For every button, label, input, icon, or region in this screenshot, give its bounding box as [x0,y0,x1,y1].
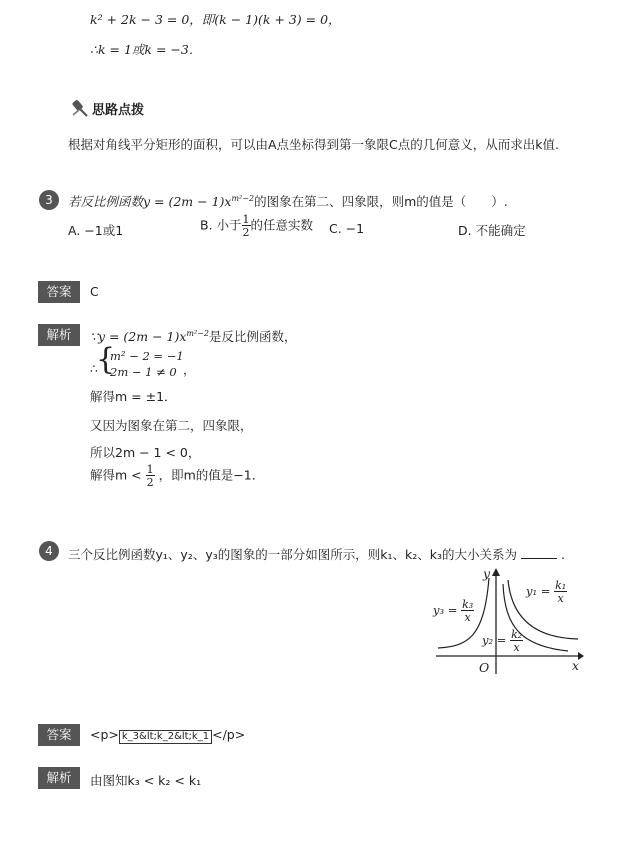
answer-value: <p> k_3&lt;k_2&lt;k_1 </p> [90,727,246,742]
system-eq-2: 2m − 1 ≠ 0 [110,365,177,379]
therefore-sign: ∴ [90,361,98,376]
x-axis-label: x [572,658,580,673]
hint-body: 根据对角线平分矩形的面积，可以由A点坐标得到第一象限C点的几何意义，从而求出k值. [68,137,559,152]
question-stem: 三个反比例函数y₁、y₂、y₃的图象的一部分如图所示，则k₁、k₂、k₃的大小关系为 . [68,547,565,562]
question-stem: 若反比例函数$y = (2m - 1)x^{m^2-2}$的图象在第二、四象限，则m的值是（ ）. [68,193,508,209]
analysis-text: 由图知k₃ < k₂ < k₁ [90,773,202,788]
option-d[interactable]: D. 不能确定 [458,223,526,238]
system-eq-1: m² − 2 = −1 [110,349,184,363]
answer-box: k_3&lt;k_2&lt;k_1 [119,730,212,744]
y2-label: y₂ = $\frac{\text{k₂}}{x}$ [482,628,523,654]
answer-value: C [90,284,99,299]
option-b[interactable]: B. 小于 $\frac{1}{2}$ 的任意实数 [200,213,314,239]
answer-blank[interactable] [521,547,557,559]
pin-icon [70,98,90,118]
y-axis-arrow [492,568,500,576]
analysis-line-3: 解得m = ±1． [90,389,177,404]
y-axis-label: y [483,566,491,581]
option-c[interactable]: C. −1 [329,221,365,236]
origin-label: O [479,660,490,675]
analysis-label: 解析 [38,767,80,789]
analysis-line-5: 所以2m − 1 < 0， [90,445,201,460]
hint-title: 思路点拨 [92,103,145,118]
y1-label: y₁ = $\frac{\text{k₁}}{x}$ [526,579,567,605]
y3-label: y₃ = $\frac{\text{k₃}}{x}$ [433,598,474,624]
answer-label: 答案 [38,281,80,303]
answer-label: 答案 [38,724,80,746]
result-line: ∴k = 1或k = −3． [90,42,202,57]
option-a[interactable]: A. −1或1 [68,223,124,238]
system-comma: ， [183,362,196,377]
analysis-line-1: ∵y = $(2m - 1)x^{m^2-2}$是反比例函数， [90,328,297,344]
analysis-line-4: 又因为图象在第二，四象限， [90,418,253,433]
system-brace: { [96,342,116,377]
question-number: 3 [39,190,59,210]
question-number: 4 [39,541,59,561]
analysis-line-6: 解得m < $\frac{1}{2}$ ，即m的值是−1． [90,463,265,489]
equation-line: k² + 2k − 3 = 0，即(k − 1)(k + 3) = 0， [90,12,341,27]
analysis-label: 解析 [38,324,80,346]
